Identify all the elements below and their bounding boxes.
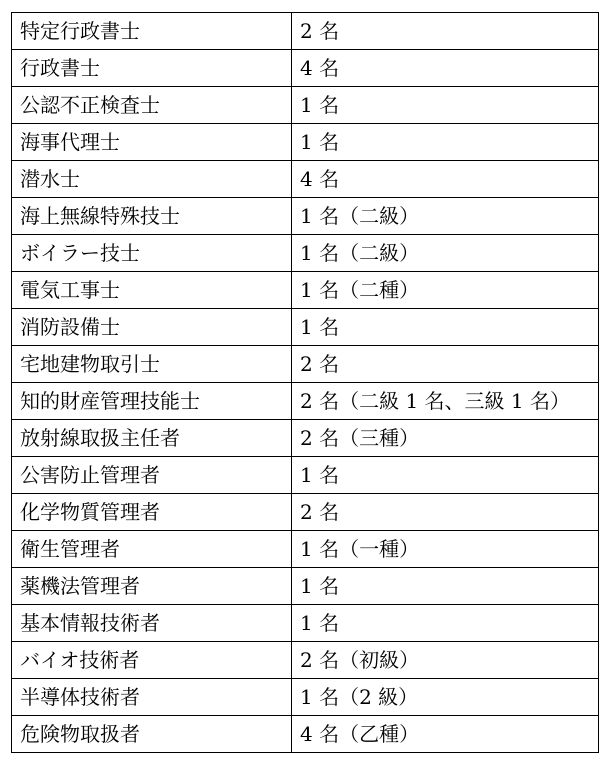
holder-count-cell: 2 名（初級） bbox=[292, 642, 599, 679]
holder-count-cell: 4 名（乙種） bbox=[292, 716, 599, 753]
table-row bbox=[12, 568, 599, 605]
holder-count-cell: 1 名（一種） bbox=[292, 531, 599, 568]
table-row bbox=[12, 50, 599, 87]
table-row bbox=[12, 235, 599, 272]
table-row bbox=[12, 494, 599, 531]
qualification-name-cell: 基本情報技術者 bbox=[12, 605, 292, 642]
table-row bbox=[12, 716, 599, 753]
table-row bbox=[12, 605, 599, 642]
qualification-name-cell: 化学物質管理者 bbox=[12, 494, 292, 531]
table-row bbox=[12, 457, 599, 494]
qualification-name-cell: 公認不正検査士 bbox=[12, 87, 292, 124]
table-row bbox=[12, 383, 599, 420]
holder-count-cell: 1 名（二種） bbox=[292, 272, 599, 309]
holder-count-cell: 1 名（2 級） bbox=[292, 679, 599, 716]
qualification-name-cell: バイオ技術者 bbox=[12, 642, 292, 679]
table-row bbox=[12, 198, 599, 235]
qualification-name-cell: 半導体技術者 bbox=[12, 679, 292, 716]
table-row bbox=[12, 679, 599, 716]
table-row bbox=[12, 531, 599, 568]
qualification-name-cell: 海事代理士 bbox=[12, 124, 292, 161]
qualification-name-cell: 宅地建物取引士 bbox=[12, 346, 292, 383]
qualification-name-cell: 電気工事士 bbox=[12, 272, 292, 309]
qualification-name-cell: 潜水士 bbox=[12, 161, 292, 198]
qualification-name-cell: 消防設備士 bbox=[12, 309, 292, 346]
holder-count-cell: 1 名 bbox=[292, 568, 599, 605]
holder-count-cell: 1 名 bbox=[292, 457, 599, 494]
qualification-name-cell: 衛生管理者 bbox=[12, 531, 292, 568]
table-row bbox=[12, 420, 599, 457]
holder-count-cell: 2 名（三種） bbox=[292, 420, 599, 457]
holder-count-cell: 1 名 bbox=[292, 605, 599, 642]
qualification-name-cell: 薬機法管理者 bbox=[12, 568, 292, 605]
holder-count-cell: 2 名（二級 1 名、三級 1 名） bbox=[292, 383, 599, 420]
qualification-name-cell: 放射線取扱主任者 bbox=[12, 420, 292, 457]
holder-count-cell: 4 名 bbox=[292, 161, 599, 198]
qualification-name-cell: 行政書士 bbox=[12, 50, 292, 87]
holder-count-cell: 4 名 bbox=[292, 50, 599, 87]
table-row bbox=[12, 309, 599, 346]
holder-count-cell: 1 名 bbox=[292, 87, 599, 124]
table-row bbox=[12, 346, 599, 383]
qualification-name-cell: 知的財産管理技能士 bbox=[12, 383, 292, 420]
holder-count-cell: 1 名（二級） bbox=[292, 235, 599, 272]
qualifications-table-body bbox=[12, 13, 599, 753]
qualification-name-cell: 海上無線特殊技士 bbox=[12, 198, 292, 235]
qualification-name-cell: 危険物取扱者 bbox=[12, 716, 292, 753]
table-row bbox=[12, 124, 599, 161]
table-row bbox=[12, 272, 599, 309]
qualification-name-cell: 公害防止管理者 bbox=[12, 457, 292, 494]
qualifications-table bbox=[11, 12, 599, 753]
holder-count-cell: 2 名 bbox=[292, 346, 599, 383]
qualification-name-cell: 特定行政書士 bbox=[12, 13, 292, 50]
table-row bbox=[12, 642, 599, 679]
table-row bbox=[12, 13, 599, 50]
holder-count-cell: 1 名（二級） bbox=[292, 198, 599, 235]
table-row bbox=[12, 87, 599, 124]
qualification-name-cell: ボイラー技士 bbox=[12, 235, 292, 272]
holder-count-cell: 2 名 bbox=[292, 494, 599, 531]
holder-count-cell: 1 名 bbox=[292, 124, 599, 161]
holder-count-cell: 1 名 bbox=[292, 309, 599, 346]
holder-count-cell: 2 名 bbox=[292, 13, 599, 50]
table-row bbox=[12, 161, 599, 198]
